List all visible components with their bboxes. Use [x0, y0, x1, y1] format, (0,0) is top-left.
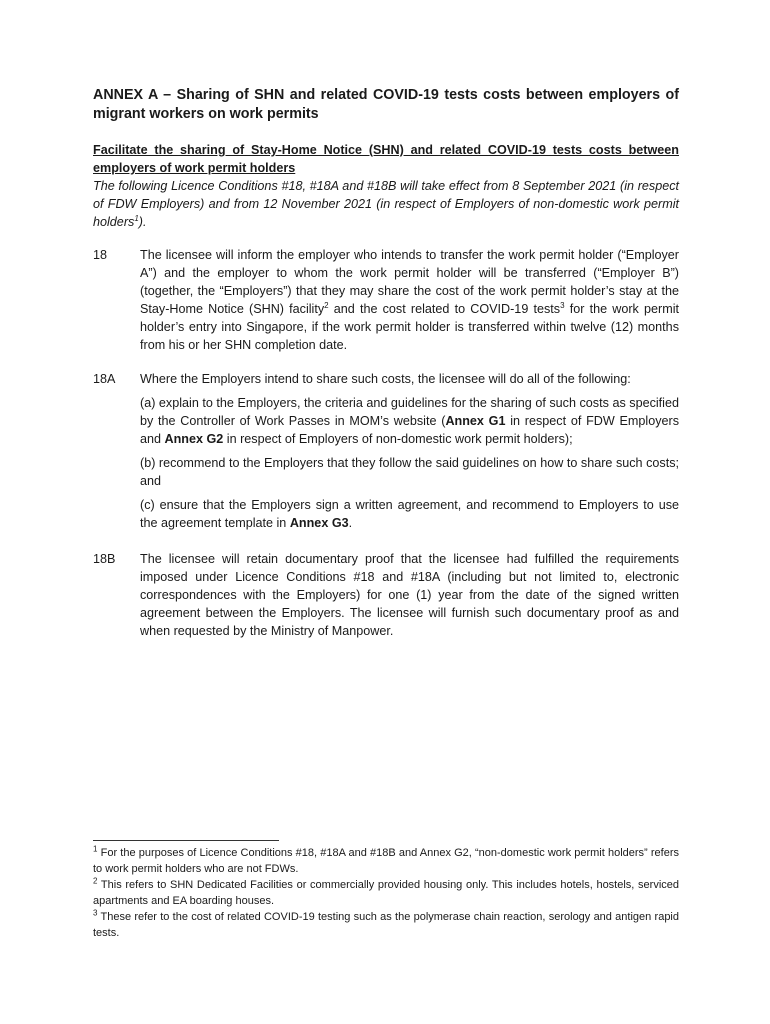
item-text: (a) explain to the Employers, the criteria and guidelines for the sharing of such costs as specified by the Controller of Work Passes in MOM’s website ( [140, 396, 679, 428]
clause-body [140, 550, 679, 640]
clause-body [140, 246, 679, 354]
footnotes [93, 846, 679, 942]
clause-text: and the cost related to COVID-19 tests [328, 302, 561, 316]
clause-18 [93, 246, 679, 354]
footnote-text: For the purposes of Licence Conditions #18, #18A and #18B and Annex G2, “non-domestic work permit holders” refers to work permit holders who are not FDWs. [93, 847, 679, 875]
annex-g2-ref: Annex G2 [164, 432, 224, 446]
footnote-ref-1: 1 [134, 213, 139, 223]
item-text: in respect of FDW Employers and [140, 414, 679, 446]
section-header [93, 141, 679, 231]
annex-g3-ref: Annex G3 [289, 516, 349, 530]
clause-18b [93, 550, 679, 640]
clause-paragraph [140, 246, 679, 354]
footnote-divider [93, 840, 279, 841]
footnote-2 [93, 878, 679, 909]
clause-body [140, 370, 679, 532]
clause-number: 18A [93, 372, 116, 386]
footnote-text: These refer to the cost of related COVID-19 testing such as the polymerase chain reaction, serology and antigen rapid tests. [93, 911, 679, 939]
footnote-number: 1 [93, 844, 98, 854]
clause-paragraph: The licensee will retain documentary proof that the licensee had fulfilled the requirements imposed under Licence Conditions #18 and #18A (including but not limited to, electronic correspondences with the Employers) for one (1) year from the date of the signed written agreement between the Employers. The licensee will furnish such documentary proof as and when requested by the Ministry of Manpower. [140, 552, 679, 638]
footnote-ref-3: 3 [560, 300, 565, 310]
item-text: (c) ensure that the Employers sign a written agreement, and recommend to Employers to use the agreement template in [140, 498, 679, 530]
footnote-1 [93, 846, 679, 877]
footnote-number: 2 [93, 876, 98, 886]
clause-number: 18B [93, 552, 116, 566]
intro-tail: ). [138, 215, 147, 229]
item-text: in respect of Employers of non-domestic work permit holders); [223, 432, 573, 446]
effective-date-note [93, 177, 679, 231]
clause-number: 18 [93, 248, 108, 262]
clause-item-b: (b) recommend to the Employers that they follow the said guidelines on how to share such costs; and [140, 456, 679, 488]
footnote-text: This refers to SHN Dedicated Facilities or commercially provided housing only. This includes hotels, hostels, serviced apartments and EA boarding houses. [93, 879, 679, 907]
clause-lead: Where the Employers intend to share such costs, the licensee will do all of the following: [140, 372, 631, 386]
clause-item-c [140, 496, 679, 532]
page-title: ANNEX A – Sharing of SHN and related COVID-19 tests costs between employers of migrant workers on work permits [93, 87, 679, 122]
item-text: . [348, 516, 353, 530]
clause-text: The licensee will inform the employer who intends to transfer the work permit holder (“Employer A”) and the employer to whom the work permit holder will be transferred (“Employer B”) (together, the “Employers”) that they may share the cost of the work permit holder’s stay at the Stay-Home Notice (SHN) facility [140, 248, 679, 316]
footnote-3 [93, 910, 679, 941]
annex-g1-ref: Annex G1 [445, 414, 506, 428]
clause-18a [93, 370, 679, 532]
section-subheading: Facilitate the sharing of Stay-Home Notice (SHN) and related COVID-19 tests costs between employers of work permit holders [93, 143, 679, 175]
footnote-number: 3 [93, 908, 98, 918]
footnote-ref-2: 2 [324, 300, 329, 310]
clause-item-a [140, 394, 679, 448]
intro-text: The following Licence Conditions #18, #18A and #18B will take effect from 8 September 2021 (in respect of FDW Employers) and from 12 November 2021 (in respect of Employers of non-domestic work permit holders [93, 179, 679, 229]
clause-text: for the work permit holder’s entry into Singapore, if the work permit holder is transferred within twelve (12) months from his or her SHN completion date. [140, 302, 679, 352]
